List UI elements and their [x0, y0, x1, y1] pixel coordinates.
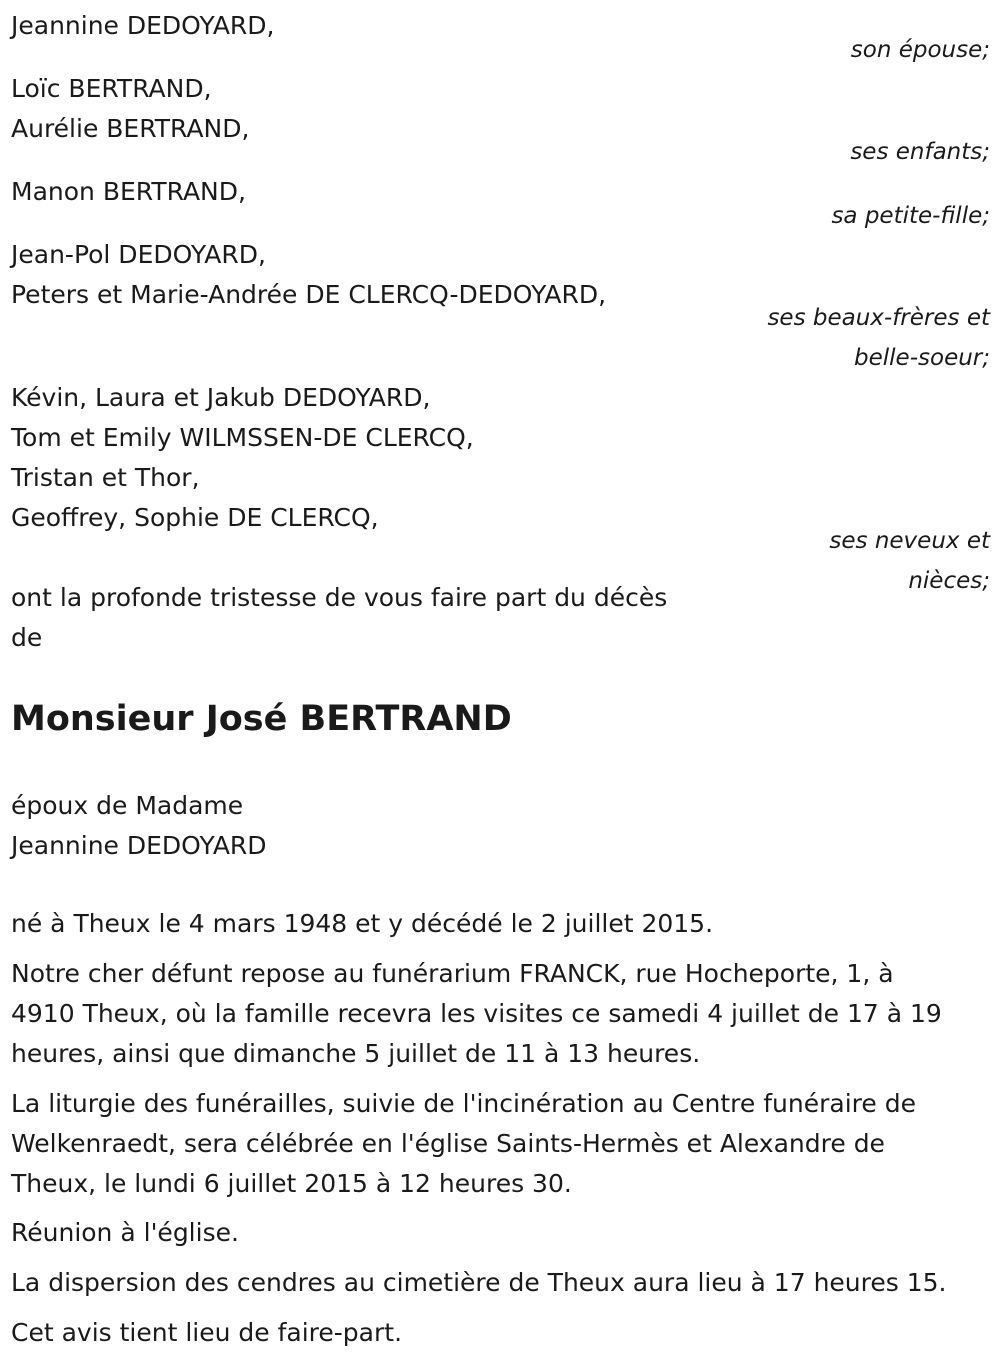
liturgy-line: La liturgie des funérailles, suivie de l'incinération au Centre funéraire de: [11, 1089, 916, 1118]
visits-line: heures, ainsi que dimanche 5 juillet de 11 à 13 heures.: [11, 1039, 701, 1068]
family-relation: ses beaux-frères et: [767, 305, 990, 331]
visits-line: 4910 Theux, où la famille recevra les visites ce samedi 4 juillet de 17 à 19: [11, 999, 942, 1028]
family-relation: belle-soeur;: [854, 345, 990, 371]
spouse-line: époux de Madame: [11, 791, 244, 820]
family-name-line: Manon BERTRAND,: [11, 177, 246, 206]
family-name-line: Aurélie BERTRAND,: [11, 114, 250, 143]
liturgy-line: Theux, le lundi 6 juillet 2015 à 12 heures 30.: [11, 1169, 572, 1198]
family-name-line: Loïc BERTRAND,: [11, 74, 212, 103]
liturgy-line: Welkenraedt, sera célébrée en l'église Saints-Hermès et Alexandre de: [11, 1129, 885, 1158]
family-name-line: Jean-Pol DEDOYARD,: [11, 240, 266, 269]
family-relation: ses enfants;: [850, 139, 990, 165]
family-name-line: Tristan et Thor,: [11, 463, 200, 492]
family-name-line: Geoffrey, Sophie DE CLERCQ,: [11, 503, 379, 532]
family-relation: ses neveux et: [829, 528, 990, 554]
spouse-line: Jeannine DEDOYARD: [11, 831, 267, 860]
family-relation: sa petite-fille;: [831, 203, 990, 229]
closing-text: Cet avis tient lieu de faire-part.: [11, 1318, 403, 1347]
deceased-name: Monsieur José BERTRAND: [11, 699, 512, 739]
family-name-line: Jeannine DEDOYARD,: [11, 11, 275, 40]
family-name-line: Tom et Emily WILMSSEN-DE CLERCQ,: [11, 423, 474, 452]
intro-line: ont la profonde tristesse de vous faire part du décès: [11, 583, 668, 612]
family-relation: son épouse;: [850, 37, 990, 63]
reunion-text: Réunion à l'église.: [11, 1218, 239, 1247]
family-name-line: Peters et Marie-Andrée DE CLERCQ-DEDOYARD,: [11, 280, 607, 309]
visits-line: Notre cher défunt repose au funérarium FRANCK, rue Hocheporte, 1, à: [11, 959, 894, 988]
family-relation: nièces;: [908, 568, 990, 594]
family-name-line: Kévin, Laura et Jakub DEDOYARD,: [11, 383, 431, 412]
intro-line: de: [11, 623, 43, 652]
birth-death-text: né à Theux le 4 mars 1948 et y décédé le 2 juillet 2015.: [11, 909, 714, 938]
dispersion-text: La dispersion des cendres au cimetière de Theux aura lieu à 17 heures 15.: [11, 1268, 947, 1297]
